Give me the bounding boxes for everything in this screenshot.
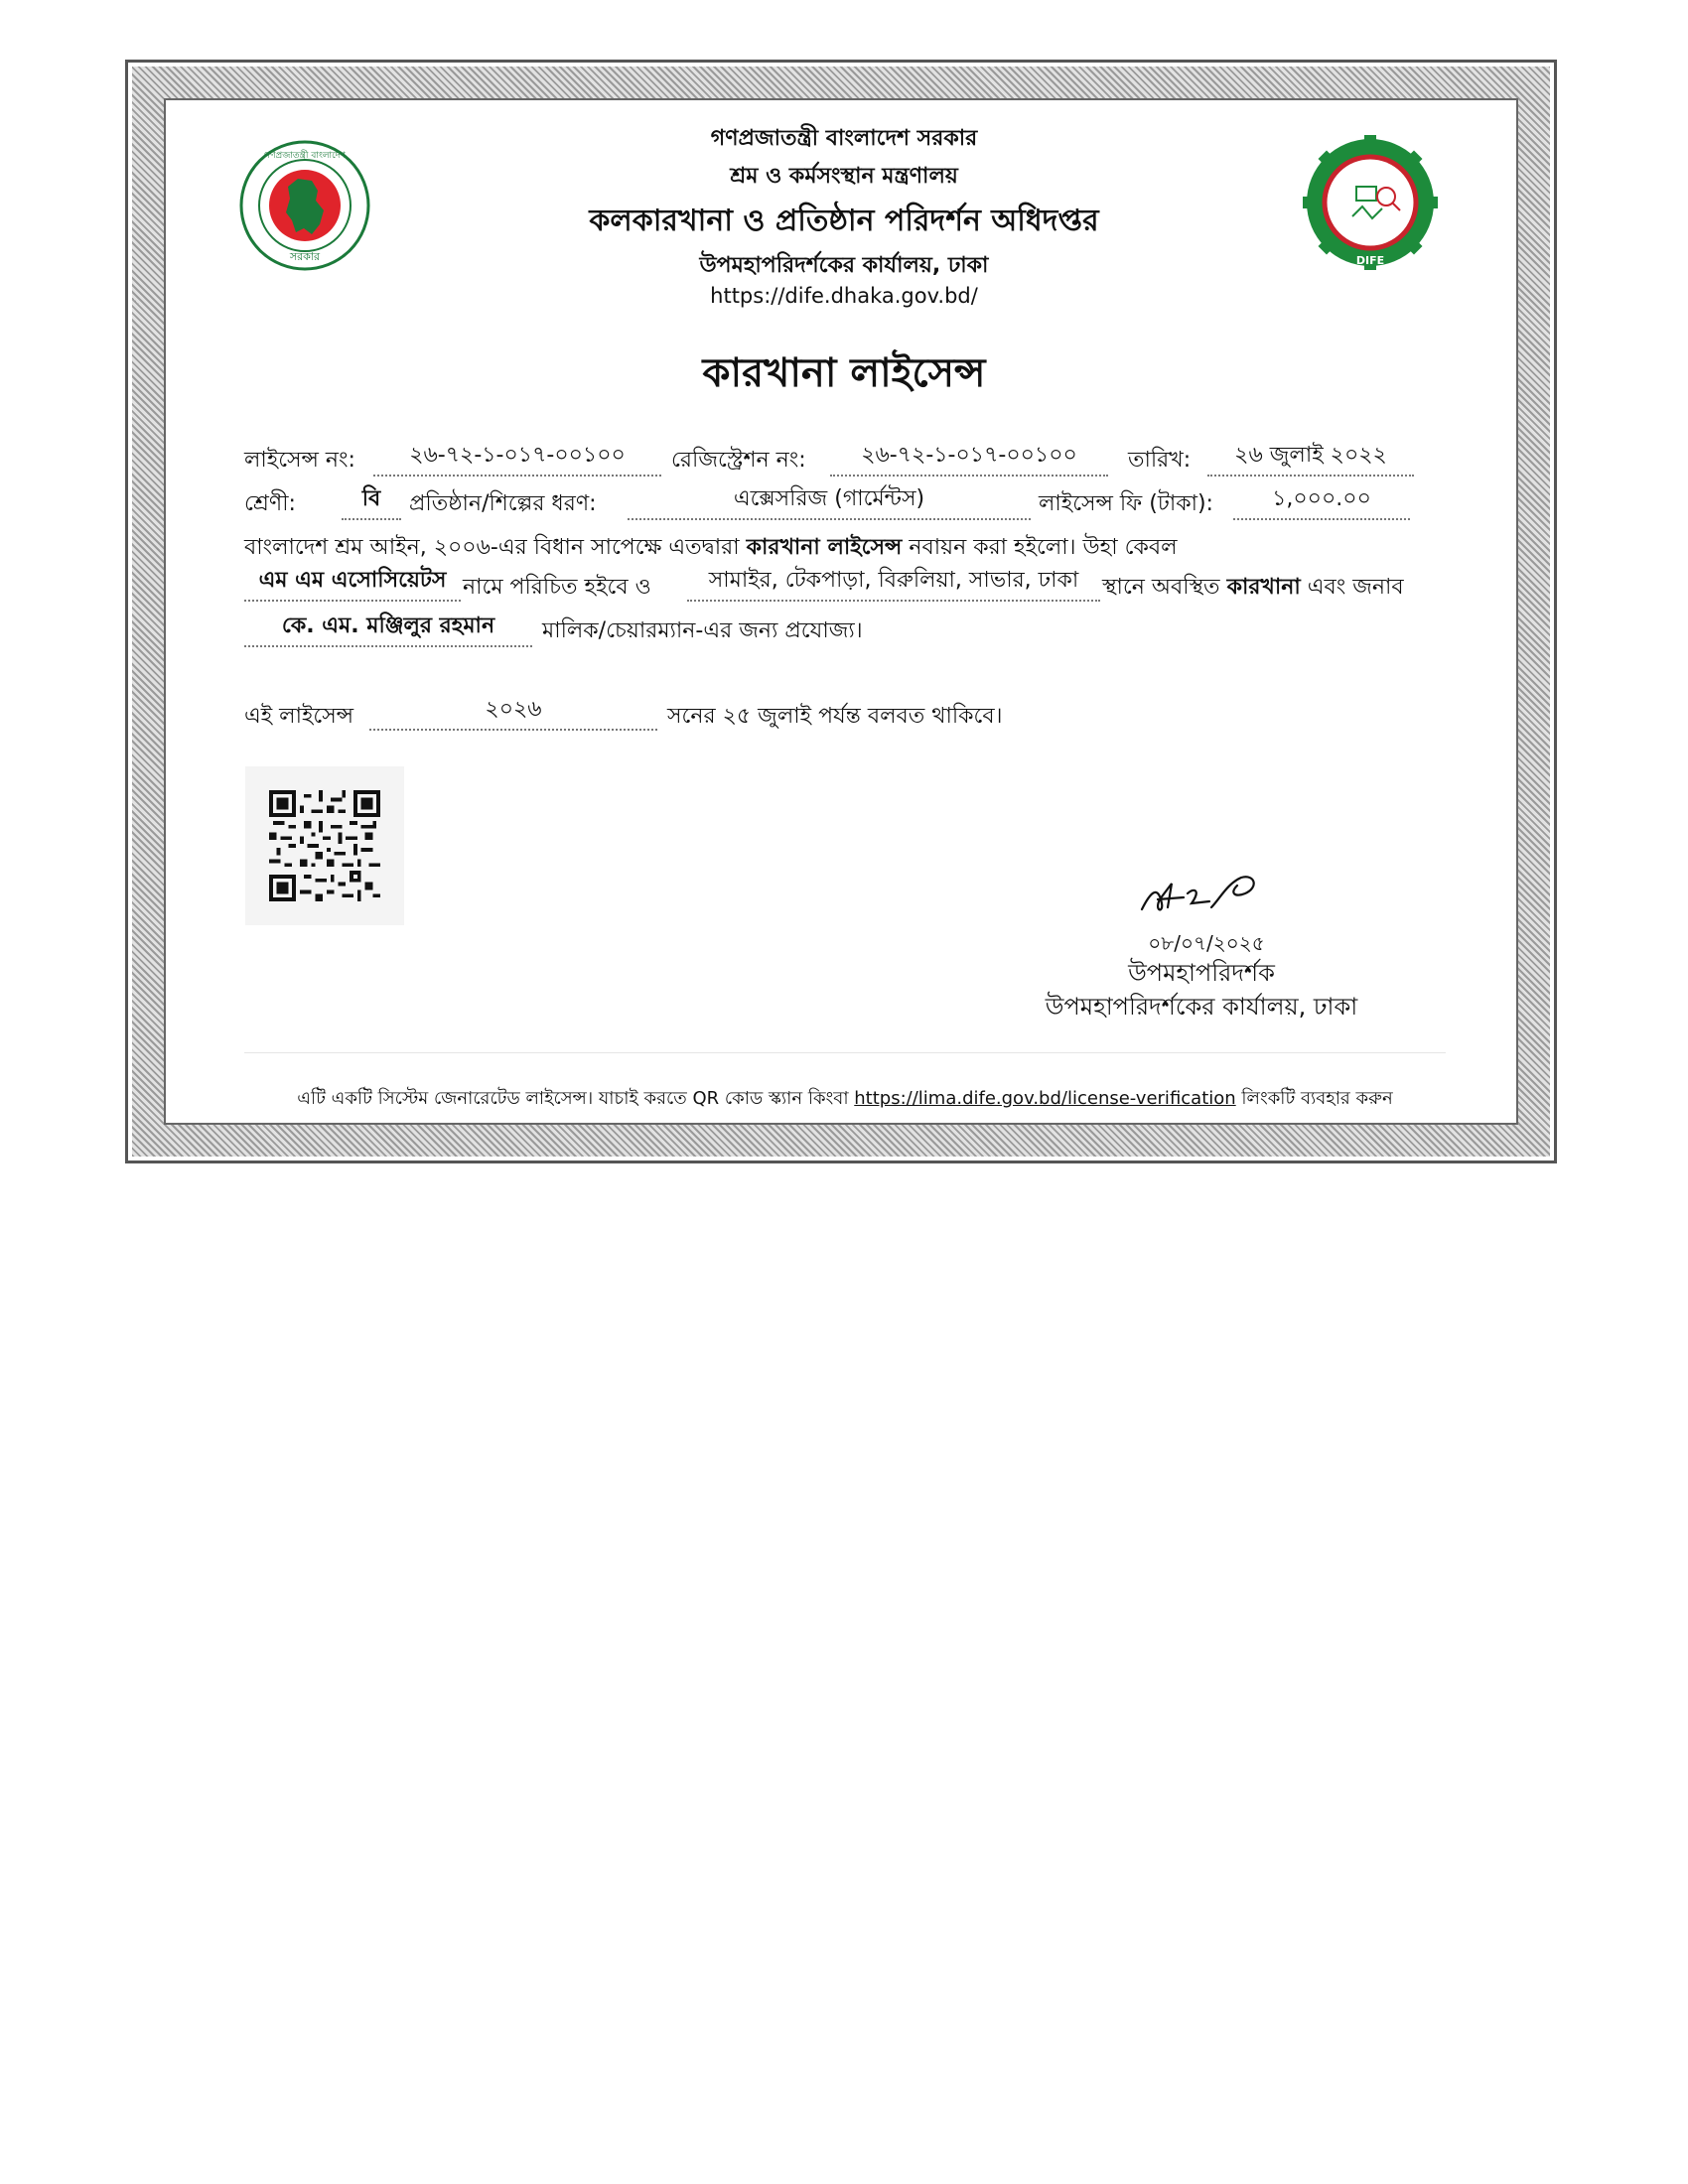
statement-text: বাংলাদেশ শ্রম আইন, ২০০৬-এর বিধান সাপেক্ষে এতদ্বারা: [244, 535, 747, 560]
qr-code-container: [245, 766, 404, 925]
footer-divider: [244, 1052, 1446, 1053]
location-text: [1102, 570, 1404, 607]
signatory-office: উপমহাপরিদর্শকের কার্যালয়, ঢাকা: [1045, 993, 1358, 1021]
date-value: ২৬ জুলাই ২০২২: [1207, 441, 1414, 477]
company-name-value: এম এম এসোসিয়েটস: [244, 566, 461, 602]
license-statement-line1: [244, 530, 1178, 567]
factory-bold-text: কারখানা: [1226, 575, 1301, 600]
certificate-title: কারখানা লাইসেন্স: [702, 350, 986, 396]
ministry-name: শ্রম ও কর্মসংস্থান মন্ত্রণালয়: [730, 164, 958, 189]
factory-address-value: সামাইর, টেকপাড়া, বিরুলিয়া, সাভার, ঢাকা: [687, 566, 1100, 602]
footer-text: এটি একটি সিস্টেম জেনারেটেড লাইসেন্স। যাচাই করতে QR কোড স্ক্যান কিংবা: [297, 1088, 855, 1109]
registration-number-value: ২৬-৭২-১-০১৭-০০১০০: [830, 441, 1108, 477]
validity-suffix: সনের ২৫ জুলাই পর্যন্ত বলবত থাকিবে।: [667, 704, 1003, 729]
date-label: তারিখ:: [1128, 448, 1192, 473]
validity-year-value: ২০২৬: [369, 695, 657, 731]
mr-text: এবং জনাব: [1300, 575, 1404, 600]
signatory-title: উপমহাপরিদর্শক: [1128, 959, 1275, 987]
company-known-as-text: নামে পরিচিত হইবে ও: [463, 575, 651, 600]
validity-label: এই লাইসেন্স: [244, 704, 354, 729]
license-number-label: লাইসেন্স নং:: [244, 448, 355, 473]
license-fee-label: লাইসেন্স ফি (টাকা):: [1039, 491, 1213, 516]
owner-name-value: কে. এম. মঞ্জিলুর রহমান: [244, 612, 532, 647]
license-number-value: ২৬-৭২-১-০১৭-০০১০০: [373, 441, 661, 477]
license-fee-value: ১,০০০.০০: [1233, 484, 1410, 520]
office-name: উপমহাপরিদর্শকের কার্যালয়, ঢাকা: [699, 253, 989, 278]
signature-date: ০৮/০৭/২০২৫: [1148, 931, 1265, 955]
industry-type-label: প্রতিষ্ঠান/শিল্পের ধরণ:: [409, 491, 597, 516]
department-name: কলকারখানা ও প্রতিষ্ঠান পরিদর্শন অধিদপ্তর: [589, 204, 1099, 238]
qr-code-icon: [269, 790, 380, 901]
statement-text-end: নবায়ন করা হইলো। উহা কেবল: [902, 535, 1178, 560]
dife-logo-icon: [1303, 135, 1438, 270]
seal-bottom-text: সরকার: [289, 250, 321, 263]
seal-top-text: গণপ্রজাতন্ত্রী বাংলাদেশ: [264, 151, 346, 161]
verification-link[interactable]: https://lima.dife.gov.bd/license-verification: [854, 1088, 1236, 1109]
signature-image: [1132, 864, 1281, 923]
dife-logo-text: DIFE: [1355, 254, 1385, 267]
statement-bold-text: কারখানা লাইসেন্স: [746, 535, 903, 560]
owner-role-text: মালিক/চেয়ারম্যান-এর জন্য প্রযোজ্য।: [542, 618, 863, 643]
registration-number-label: রেজিস্ট্রেশন নং:: [671, 448, 806, 473]
verification-footer: [244, 1084, 1446, 1115]
website-url[interactable]: https://dife.dhaka.gov.bd/: [710, 284, 978, 308]
bangladesh-govt-seal-icon: [238, 139, 371, 272]
industry-type-value: এক্সেসরিজ (গার্মেন্টস): [628, 484, 1031, 520]
footer-text-end: লিংকটি ব্যবহার করুন: [1235, 1088, 1393, 1109]
govt-name: গণপ্রজাতন্ত্রী বাংলাদেশ সরকার: [710, 126, 978, 151]
category-label: শ্রেণী:: [244, 491, 296, 516]
category-value: বি: [342, 484, 401, 520]
location-text-part: স্থানে অবস্থিত: [1102, 575, 1227, 600]
